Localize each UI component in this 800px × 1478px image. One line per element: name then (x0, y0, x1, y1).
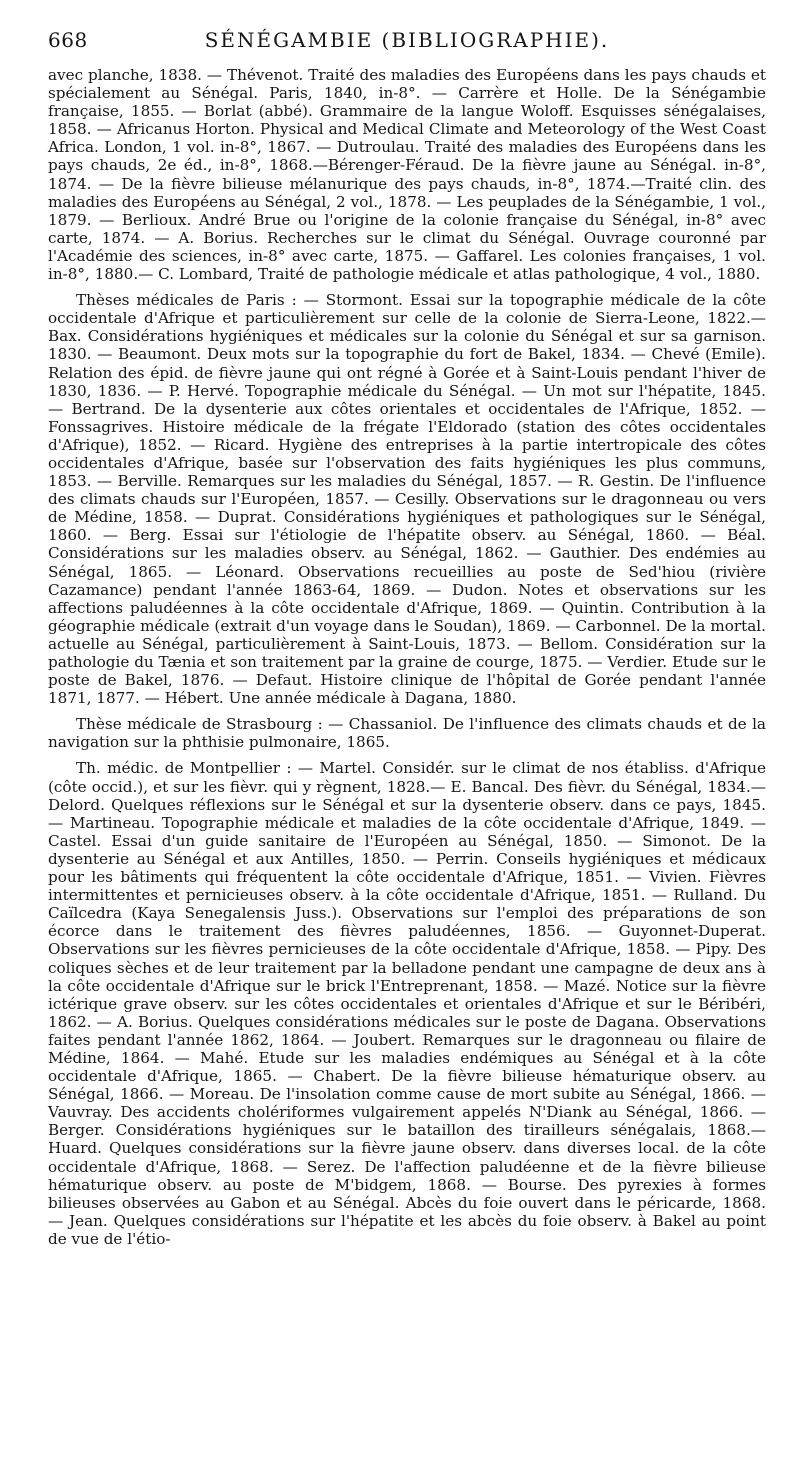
bibliography-paragraph-montpellier-theses: Th. médic. de Montpellier : — Martel. Considér. sur le climat de nos établiss. d'Afrique (côte occid.), et sur les fièvr. qui y règnent, 1828.— E. Bancal. Des fièvr. du Sénégal, 1834.— Delord. Quelques réflexions sur le Sénégal et sur la dysenterie observ. dans ce pays, 1845. — Martineau. Topographie médicale et maladies de la côte occidentale d'Afrique, 1849. — Castel. Essai d'un guide sanitaire de l'Européen au Sénégal, 1850. — Simonot. De la dysenterie au Sénégal et aux Antilles, 1850. — Perrin. Conseils hygiéniques et médicaux pour les bâtiments qui fréquentent la côte occidentale d'Afrique, 1851. — Vivien. Fièvres intermittentes et pernicieuses observ. à la côte occidentale d'Afrique, 1851. — Rulland. Du Caïlcedra (Kaya Senegalensis Juss.). Observations sur l'emploi des préparations de son écorce dans le traitement des fièvres paludéennes, 1856. — Guyonnet-Duperat. Observations sur les fièvres pernicieuses de la côte occidentale d'Afrique, 1858. — Pipy. Des coliques sèches et de leur traitement par la belladone pendant une campagne de deux ans à la côte occidentale d'Afrique sur le brick l'Entreprenant, 1858. — Mazé. Notice sur la fièvre ictérique grave observ. sur les côtes occidentales et orientales d'Afrique et sur le Béribéri, 1862. — A. Borius. Quelques considérations médicales sur le poste de Dagana. Observations faites pendant l'année 1862, 1864. — Joubert. Remarques sur le dragonneau ou filaire de Médine, 1864. — Mahé. Etude sur les maladies endémiques au Sénégal et à la côte occidentale d'Afrique, 1865. — Chabert. De la fièvre bilieuse hématurique observ. au Sénégal, 1866. — Moreau. De l'insolation comme cause de mort subite au Sénégal, 1866. — Vauvray. Des accidents cholériformes vulgairement appelés N'Diank au Sénégal, 1866. — Berger. Considérations hygiéniques sur le bataillon des tirailleurs sénégalais, 1868.— Huard. Quelques considérations sur la fièvre jaune observ. dans diverses local. de la côte occidentale d'Afrique, 1868. — Serez. De l'affection paludéenne et de la fièvre bilieuse hématurique observ. au poste de M'bidgem, 1868. — Bourse. Des pyrexies à formes bilieuses observées au Gabon et au Sénégal. Abcès du foie ouvert dans le péricarde, 1868. — Jean. Quelques considérations sur l'hépatite et les abcès du foie observ. à Bakel au point de vue de l'étio- (48, 759, 766, 1248)
page-header (48, 28, 766, 66)
bibliography-paragraph-strasbourg-thesis: Thèse médicale de Strasbourg : — Chassaniol. De l'influence des climats chauds et de la navigation sur la phthisie pulmonaire, 1865. (48, 715, 766, 752)
page-number: 668 (48, 28, 88, 52)
bibliography-paragraph-paris-theses: Thèses médicales de Paris : — Stormont. Essai sur la topographie médicale de la côte occidentale d'Afrique et particulièrement sur celle de la colonie de Sierra-Leone, 1822.— Bax. Considérations hygiéniques et médicales sur la colonie du Sénégal et sur sa garnison. 1830. — Beaumont. Deux mots sur la topographie du fort de Bakel, 1834. — Chevé (Emile). Relation des épid. de fièvre jaune qui ont régné à Gorée et à Saint-Louis pendant l'hiver de 1830, 1836. — P. Hervé. Topographie médicale du Sénégal. — Un mot sur l'hépatite, 1845. — Bertrand. De la dysenterie aux côtes orientales et occidentales de l'Afrique, 1852. — Fonssagrives. Histoire médicale de la frégate l'Eldorado (station des côtes occidentales d'Afrique), 1852. — Ricard. Hygiène des entreprises à la partie intertropicale des côtes occidentales d'Afrique, basée sur l'observation des faits hygiéniques les plus communs, 1853. — Berville. Remarques sur les maladies du Sénégal, 1857. — R. Gestin. De l'influence des climats chauds sur l'Européen, 1857. — Cesilly. Observations sur le dragonneau ou vers de Médine, 1858. — Duprat. Considérations hygiéniques et pathologiques sur le Sénégal, 1860. — Berg. Essai sur l'étiologie de l'hépatite observ. au Sénégal, 1860. — Béal. Considérations sur les maladies observ. au Sénégal, 1862. — Gauthier. Des endémies au Sénégal, 1865. — Léonard. Observations recueillies au poste de Sed'hiou (rivière Cazamance) pendant l'année 1863-64, 1869. — Dudon. Notes et observations sur les affections paludéennes à la côte occidentale d'Afrique, 1869. — Quintin. Contribution à la géographie médicale (extrait d'un voyage dans le Soudan), 1869. — Carbonnel. De la mortal. actuelle au Sénégal, particulièrement à Saint-Louis, 1873. — Bellom. Considération sur la pathologie du Tænia et son traitement par la graine de courge, 1875. — Verdier. Etude sur le poste de Bakel, 1876. — Defaut. Histoire clinique de l'hôpital de Gorée pendant l'année 1871, 1877. — Hébert. Une année médicale à Dagana, 1880. (48, 291, 766, 708)
running-title: SÉNÉGAMBIE (BIBLIOGRAPHIE). (204, 28, 610, 52)
bibliography-paragraph-general: avec planche, 1838. — Thévenot. Traité des maladies des Européens dans les pays chauds et spécialement au Sénégal. Paris, 1840, in-8°. — Carrère et Holle. De la Sénégambie française, 1855. — Borlat (abbé). Grammaire de la langue Woloff. Esquisses sénégalaises, 1858. — Africanus Horton. Physical and Medical Climate and Meteorology of the West Coast Africa. London, 1 vol. in-8°, 1867. — Dutroulau. Traité des maladies des Européens dans les pays chauds, 2e éd., in-8°, 1868.—Bérenger-Féraud. De la fièvre jaune au Sénégal. in-8°, 1874. — De la fièvre bilieuse mélanurique des pays chauds, in-8°, 1874.—Traité clin. des maladies des Européens au Sénégal, 2 vol., 1878. — Les peuplades de la Sénégambie, 1 vol., 1879. — Berlioux. André Brue ou l'origine de la colonie française du Sénégal, in-8° avec carte, 1874. — A. Borius. Recherches sur le climat du Sénégal. Ouvrage couronné par l'Académie des sciences, in-8° avec carte, 1875. — Gaffarel. Les colonies françaises, 1 vol. in-8°, 1880.— C. Lombard, Traité de pathologie médicale et atlas pathologique, 4 vol., 1880. (48, 66, 766, 284)
